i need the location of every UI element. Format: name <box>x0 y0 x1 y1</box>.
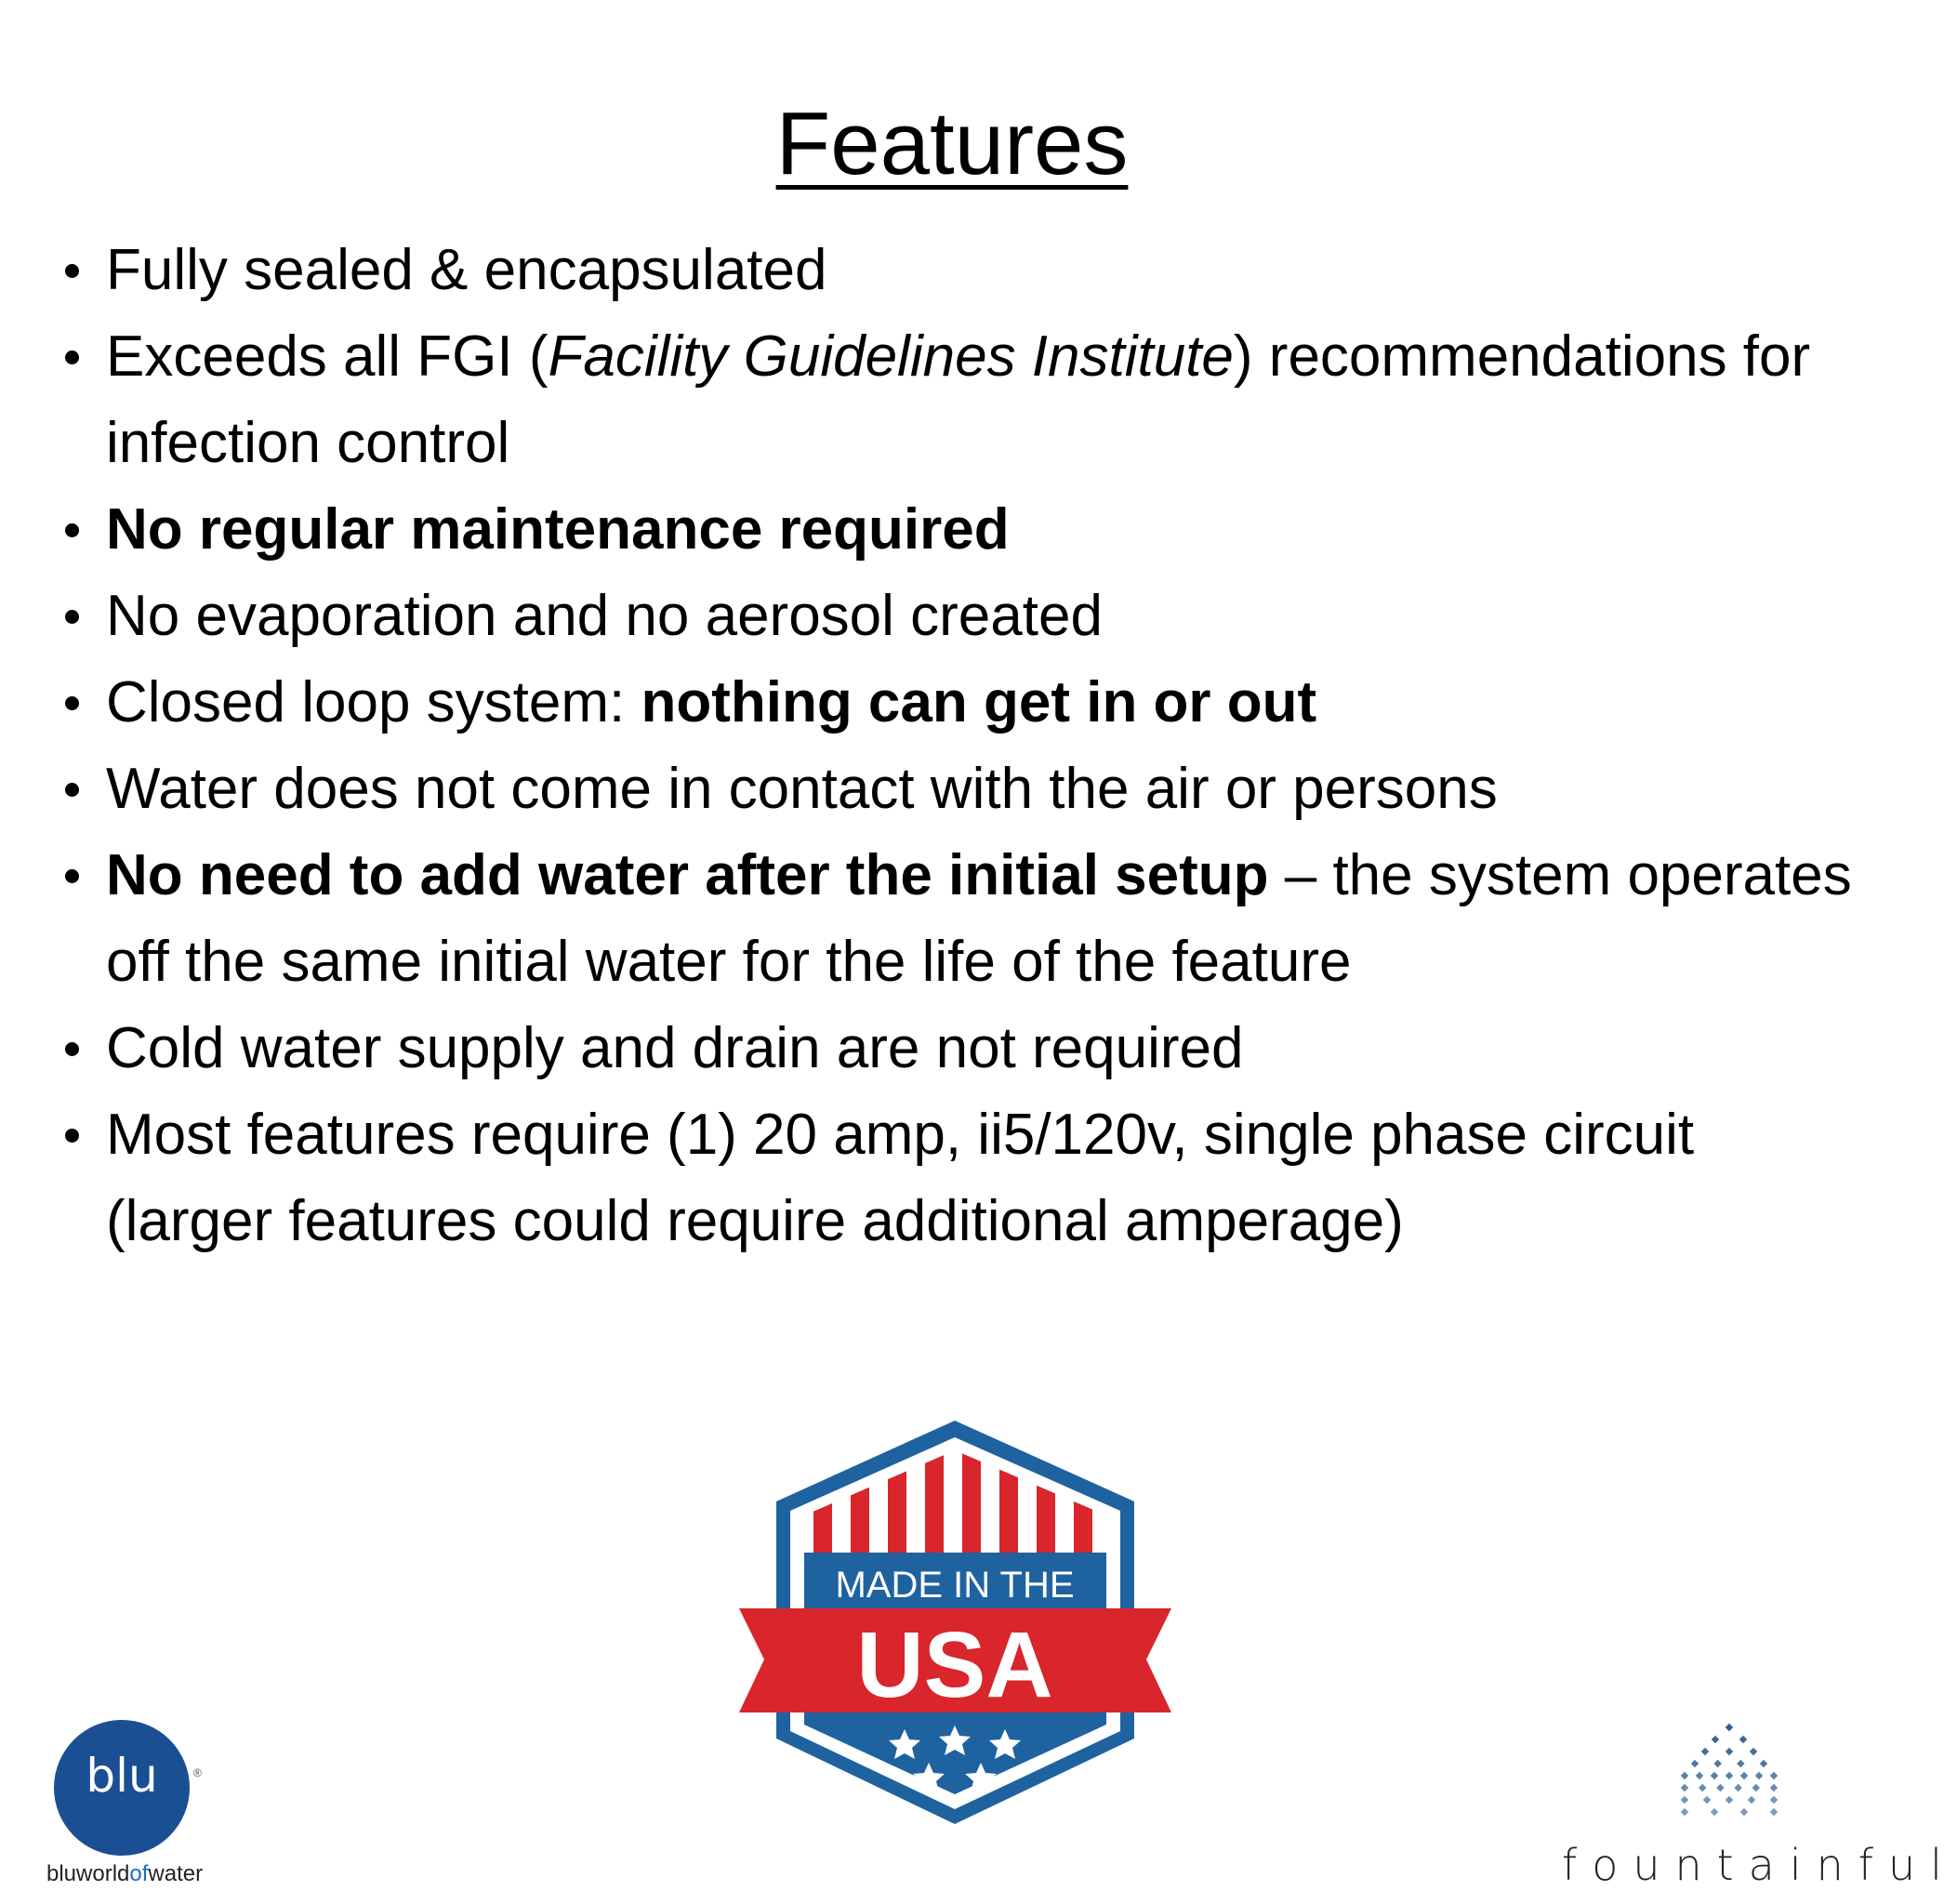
fountainful-dot <box>1740 1808 1748 1816</box>
blu-tagline <box>46 1861 203 1887</box>
blu-tagline-accent: of <box>129 1861 149 1886</box>
feature-text: No evaporation and no aerosol created <box>106 584 1103 648</box>
feature-text: Cold water supply and drain are not required <box>106 1016 1244 1080</box>
fountainful-dot <box>1681 1784 1688 1792</box>
fountainful-dot <box>1699 1784 1706 1792</box>
page-title: Features <box>775 94 1129 193</box>
fountainful-dot <box>1748 1796 1755 1804</box>
fountainful-dot <box>1681 1772 1688 1779</box>
feature-item <box>52 746 1874 832</box>
bullet-icon <box>65 264 79 278</box>
feature-text: nothing can get in or out <box>641 670 1317 734</box>
feature-text: – the system operates off the same initial water for the life of the feature <box>106 843 1852 994</box>
feature-list <box>52 227 1874 1264</box>
fountainful-dot <box>1681 1796 1688 1804</box>
fountainful-dot <box>1734 1784 1741 1792</box>
fountainful-dot <box>1711 1772 1718 1779</box>
registered-mark: ® <box>193 1766 202 1779</box>
fountainful-wordmark: fountainful <box>1562 1840 1957 1890</box>
feature-text: Facility Guidelines Institute <box>548 324 1234 389</box>
bullet-icon <box>65 783 79 797</box>
fountainful-dot <box>1755 1772 1763 1779</box>
feature-text: Most features require (1) 20 amp, ii5/120v, single phase circuit (larger features could require additional amperage) <box>106 1103 1695 1253</box>
feature-item <box>52 832 1874 1005</box>
feature-text: ) recommendations for infection control <box>106 324 1811 475</box>
fountainful-dot <box>1713 1760 1721 1767</box>
bullet-icon <box>65 696 79 710</box>
feature-item <box>52 1091 1874 1264</box>
fountainful-logo <box>1562 1720 1957 1897</box>
fountainful-dots-icon <box>1673 1720 1785 1831</box>
fountainful-dot <box>1752 1784 1760 1792</box>
fountainful-dot <box>1703 1796 1711 1804</box>
badge-usa-text: USA <box>856 1613 1053 1717</box>
feature-item <box>52 313 1874 486</box>
feature-text: Fully sealed & encapsulated <box>106 238 827 302</box>
fountainful-dot <box>1770 1808 1778 1816</box>
fountainful-dot <box>1716 1784 1724 1792</box>
feature-item <box>52 486 1874 573</box>
fountainful-dot <box>1770 1772 1778 1779</box>
blu-logo <box>46 1720 232 1887</box>
bullet-icon <box>65 869 79 883</box>
feature-item <box>52 659 1874 746</box>
fountainful-dot <box>1711 1808 1718 1816</box>
bullet-icon <box>65 350 79 364</box>
fountainful-dot <box>1770 1796 1778 1804</box>
fountainful-dot <box>1726 1772 1733 1779</box>
fountainful-dot <box>1737 1760 1744 1767</box>
fountainful-dot <box>1691 1760 1699 1767</box>
made-in-usa-badge <box>739 1413 1171 1831</box>
fountainful-dot <box>1681 1808 1688 1816</box>
blu-tagline-pre: bluworld <box>46 1861 130 1886</box>
feature-text: No regular maintenance required <box>106 497 1010 562</box>
fountainful-dot <box>1760 1760 1767 1767</box>
feature-text: No need to add water after the initial setup <box>106 843 1269 907</box>
fountainful-dot <box>1726 1724 1733 1731</box>
bullet-icon <box>65 1042 79 1056</box>
fountainful-dot <box>1770 1784 1778 1792</box>
feature-text: Closed loop system: <box>106 670 641 734</box>
badge-made-in-the-text: MADE IN THE <box>835 1565 1075 1606</box>
fountainful-dot <box>1750 1748 1757 1755</box>
bullet-icon <box>65 523 79 537</box>
fountainful-dot <box>1740 1772 1748 1779</box>
fountainful-dot <box>1739 1736 1747 1743</box>
bullet-icon <box>65 610 79 624</box>
feature-item <box>52 1005 1874 1091</box>
feature-item <box>52 573 1874 659</box>
fountainful-dot <box>1696 1772 1703 1779</box>
fountainful-dot <box>1726 1796 1733 1804</box>
feature-text: Exceeds all FGI ( <box>106 324 549 389</box>
feature-item <box>52 227 1874 313</box>
blu-logo-mark: blu <box>86 1749 158 1803</box>
blu-tagline-post: water <box>148 1861 204 1886</box>
fountainful-dot <box>1712 1736 1719 1743</box>
fountainful-dot <box>1726 1748 1733 1755</box>
feature-text: Water does not come in contact with the air or persons <box>106 757 1498 821</box>
fountainful-dot <box>1701 1748 1709 1755</box>
bullet-icon <box>65 1129 79 1143</box>
